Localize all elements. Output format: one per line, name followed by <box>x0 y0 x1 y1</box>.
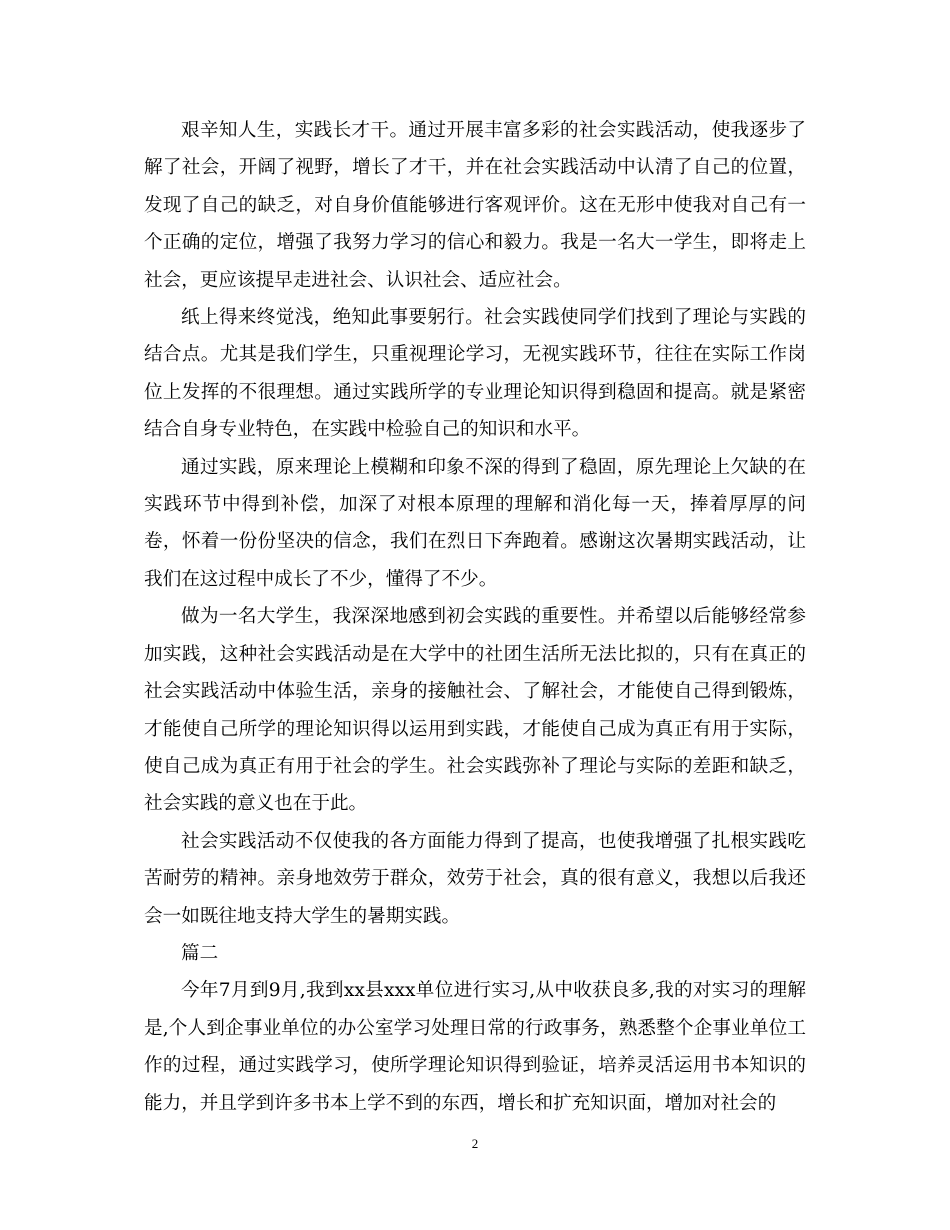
document-body <box>144 112 806 1122</box>
page-number: 2 <box>471 1136 479 1151</box>
paragraph-3: 通过实践，原来理论上模糊和印象不深的得到了稳固，原先理论上欠缺的在实践环节中得到补偿，加深了对根本原理的理解和消化每一天，捧着厚厚的问卷，怀着一份份坚决的信念，我们在烈日下奔跑着。感谢这次暑期实践活动，让我们在这过程中成长了不少，懂得了不少。 <box>144 456 806 590</box>
paragraph-4: 做为一名大学生，我深深地感到初会实践的重要性。并希望以后能够经常参加实践，这种社会实践活动是在大学中的社团生活所无法比拟的，只有在真正的社会实践活动中体验生活，亲身的接触社会、了解社会，才能使自己得到锻炼，才能使自己所学的理论知识得以运用到实践，才能使自己成为真正有用于实际，使自己成为真正有用于社会的学生。社会实践弥补了理论与实际的差距和缺乏，社会实践的意义也在于此。 <box>144 606 806 815</box>
section-heading: 篇二 <box>181 942 219 964</box>
paragraph-1: 艰辛知人生，实践长才干。通过开展丰富多彩的社会实践活动，使我逐步了解了社会，开阔了视野，增长了才干，并在社会实践活动中认清了自己的位置，发现了自己的缺乏，对自身价值能够进行客观评价。这在无形中使我对自己有一个正确的定位，增强了我努力学习的信心和毅力。我是一名大一学生，即将走上社会，更应该提早走进社会、认识社会、适应社会。 <box>144 120 806 291</box>
paragraph-5: 社会实践活动不仅使我的各方面能力得到了提高，也使我增强了扎根实践吃苦耐劳的精神。亲身地效劳于群众，效劳于社会，真的很有意义，我想以后我还会一如既往地支持大学生的暑期实践。 <box>144 830 806 927</box>
paragraph-6: 今年7月到9月,我到xx县xxx单位进行实习,从中收获良多,我的对实习的理解是,个人到企事业单位的办公室学习处理日常的行政事务，熟悉整个企事业单位工作的过程，通过实践学习，使所学理论知识得到验证，培养灵活运用书本知识的能力，并且学到许多书本上学不到的东西，增长和扩充知识面，增加对社会的 <box>144 980 806 1114</box>
paragraph-2: 纸上得来终觉浅，绝知此事要躬行。社会实践使同学们找到了理论与实践的结合点。尤其是我们学生，只重视理论学习，无视实践环节，往往在实际工作岗位上发挥的不很理想。通过实践所学的专业理论知识得到稳固和提高。就是紧密结合自身专业特色，在实践中检验自己的知识和水平。 <box>144 307 806 441</box>
